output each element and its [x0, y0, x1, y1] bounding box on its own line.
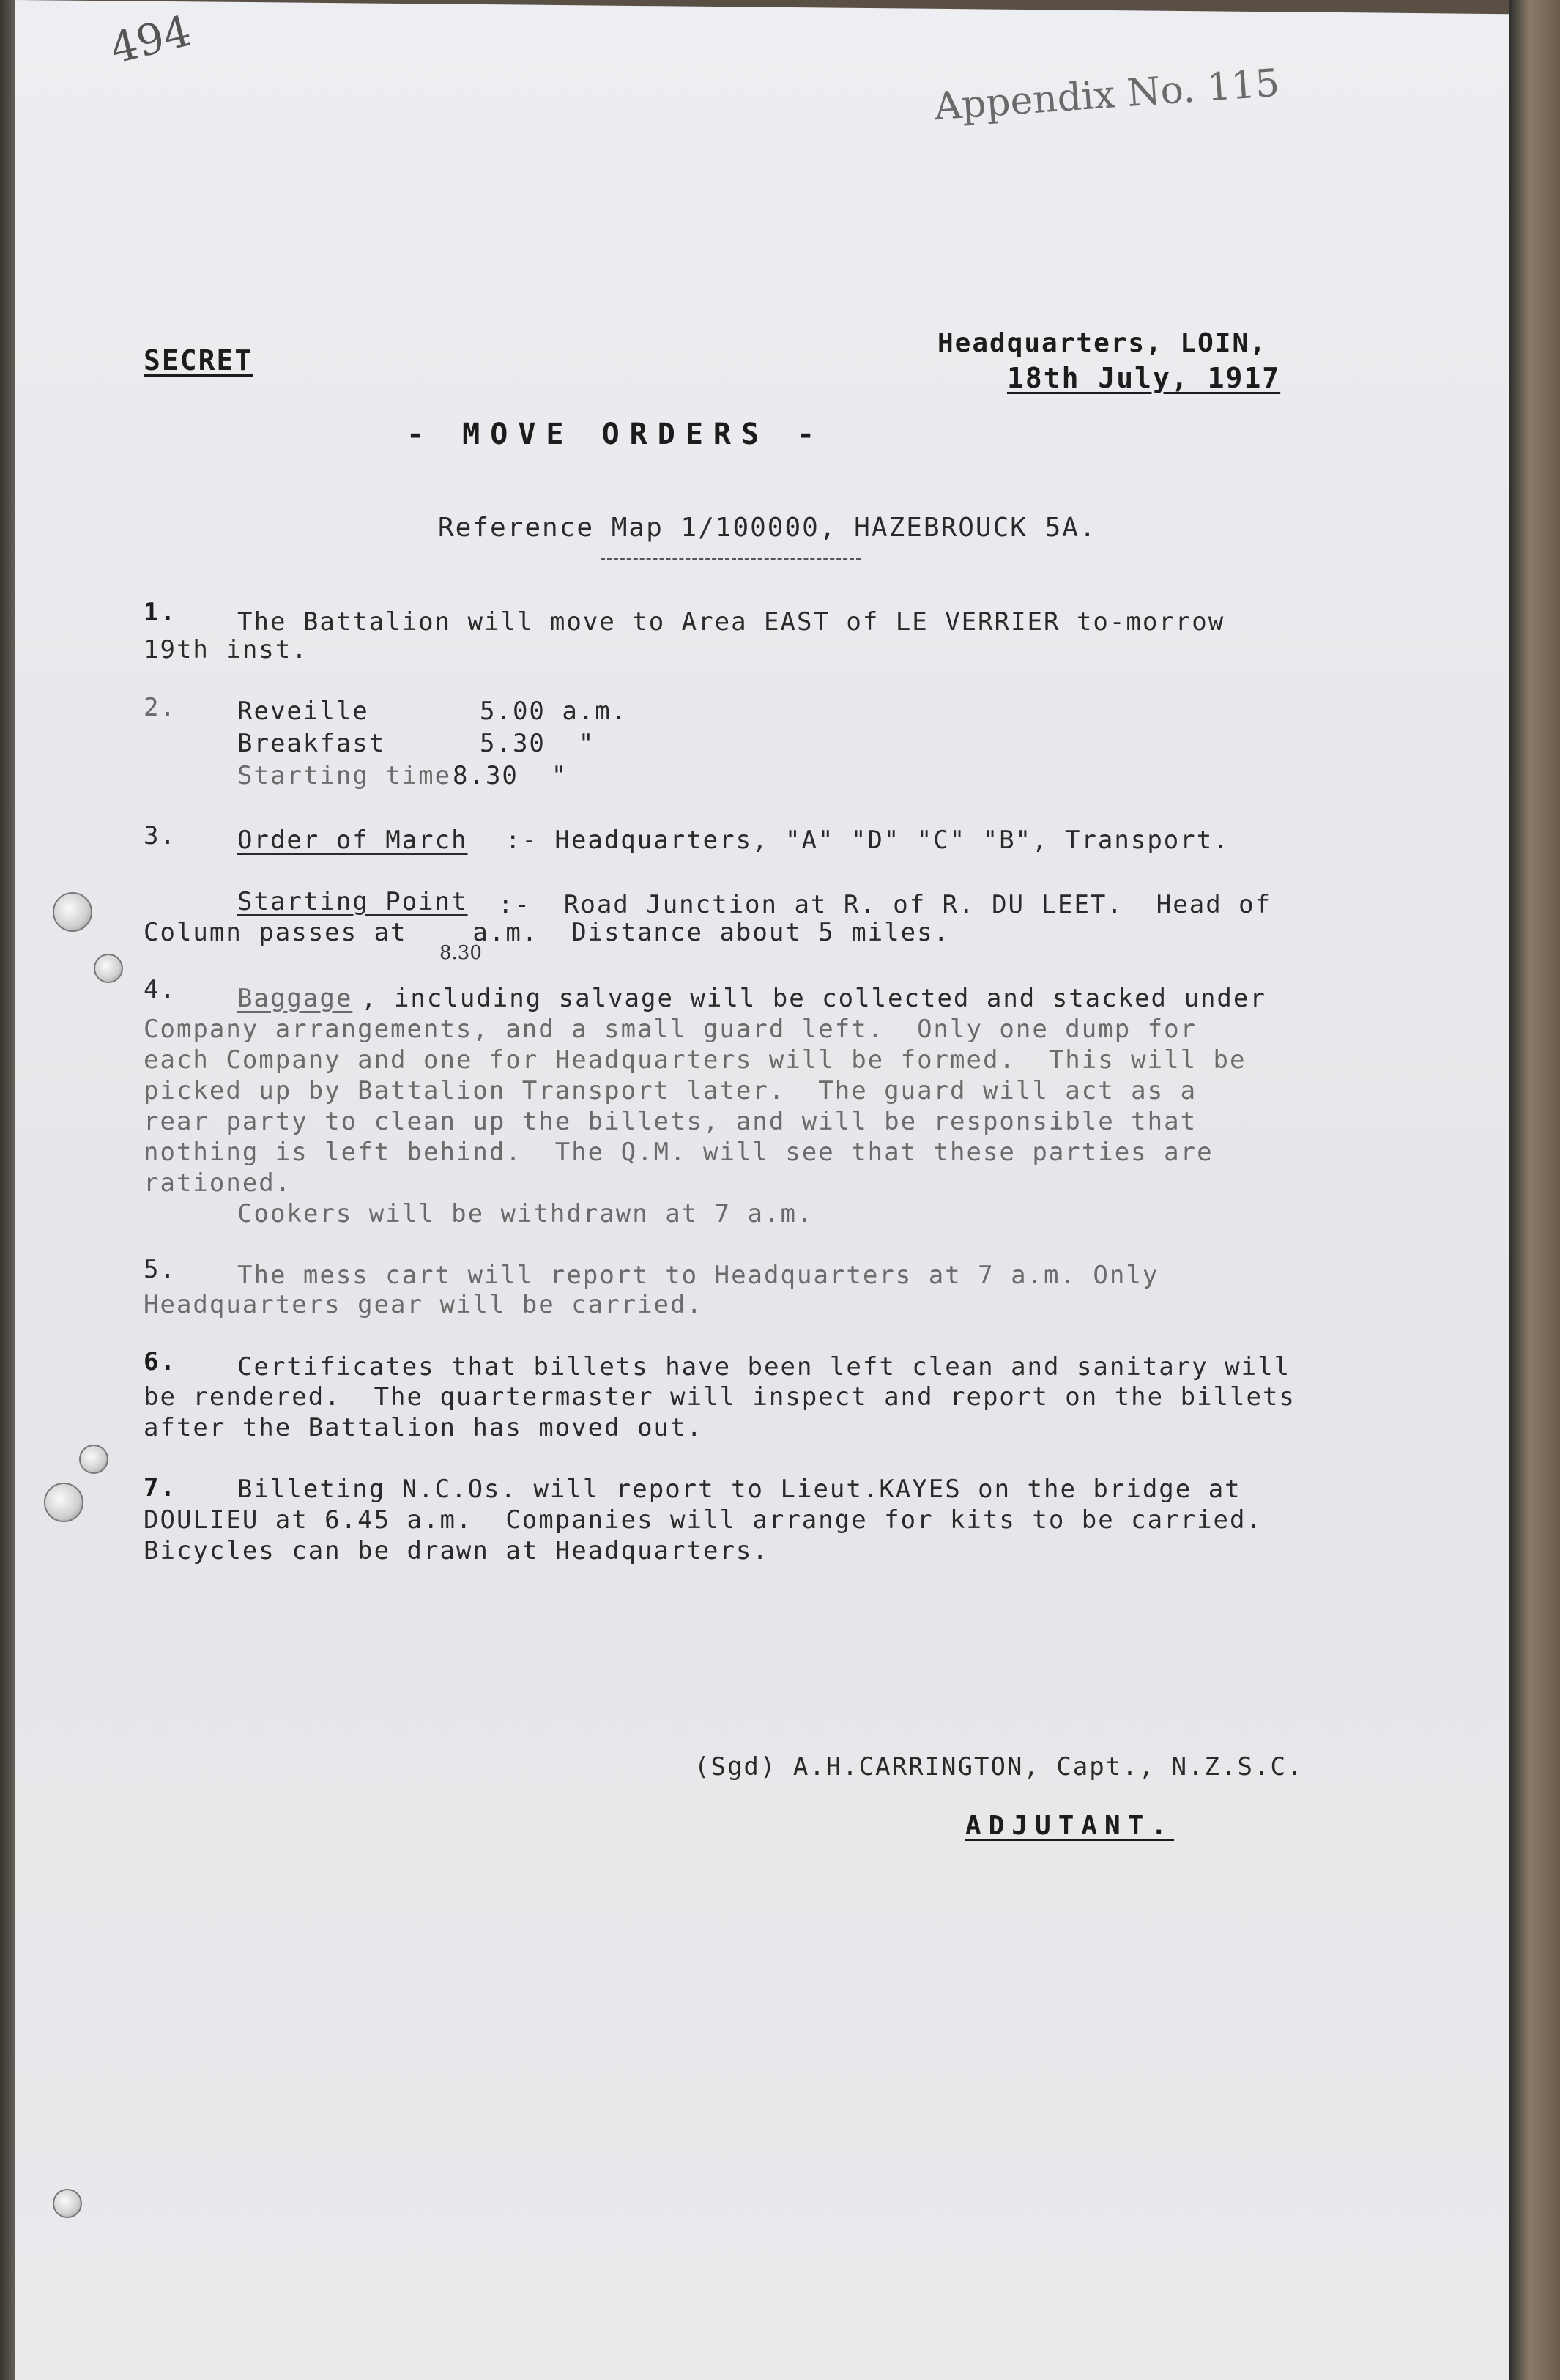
- scan-edge-right: [1509, 0, 1560, 2380]
- reference-rule: [601, 558, 861, 560]
- breakfast-time: 5.30 ": [480, 729, 595, 758]
- para-2-number: 2.: [144, 693, 177, 722]
- para-4-line-7: rationed.: [144, 1168, 292, 1198]
- handwritten-page-number: 494: [105, 5, 196, 74]
- para-5-line-2: Headquarters gear will be carried.: [144, 1290, 703, 1319]
- punch-hole: [53, 892, 92, 932]
- para-6-line-3: after the Battalion has moved out.: [144, 1413, 703, 1442]
- para-7-line-2: DOULIEU at 6.45 a.m. Companies will arrange for kits to be carried.: [144, 1505, 1263, 1535]
- para-5-number: 5.: [144, 1255, 177, 1284]
- para-1-line-1: The Battalion will move to Area EAST of LE VERRIER to-morrow: [237, 607, 1225, 637]
- reveille-label: Reveille: [237, 697, 369, 726]
- starting-time-value: 8.30 ": [453, 761, 568, 790]
- para-5-line-1: The mess cart will report to Headquarters at 7 a.m. Only: [237, 1261, 1159, 1290]
- order-of-march-text: :- Headquarters, "A" "D" "C" "B", Transport.: [505, 826, 1230, 855]
- document-title: - MOVE ORDERS -: [406, 418, 825, 451]
- starting-point-label: Starting Point: [237, 887, 468, 916]
- para-3-number: 3.: [144, 821, 177, 850]
- handwritten-time-correction: 8.30: [439, 942, 482, 964]
- breakfast-label: Breakfast: [237, 729, 386, 758]
- para-4-line-6: nothing is left behind. The Q.M. will see that these parties are: [144, 1138, 1214, 1167]
- para-7-line-1: Billeting N.C.Os. will report to Lieut.KAYES on the bridge at: [237, 1475, 1241, 1504]
- para-1-line-2: 19th inst.: [144, 635, 308, 664]
- para-6-line-2: be rendered. The quartermaster will inspect and report on the billets: [144, 1382, 1296, 1412]
- para-4-line-2: Company arrangements, and a small guard left. Only one dump for: [144, 1015, 1197, 1044]
- para-4-line-1: , including salvage will be collected and stacked under: [361, 984, 1266, 1013]
- reveille-time: 5.00 a.m.: [480, 697, 628, 726]
- para-1-number: 1.: [144, 598, 177, 627]
- header-location: Headquarters, LOIN,: [937, 328, 1267, 358]
- classification-label: SECRET: [144, 344, 253, 377]
- signature-title: ADJUTANT.: [965, 1811, 1175, 1841]
- starting-time-label: Starting time: [237, 761, 452, 790]
- starting-point-line-2: Column passes at a.m. Distance about 5 miles.: [144, 918, 951, 947]
- punch-hole: [53, 2189, 82, 2218]
- para-7-number: 7.: [144, 1473, 177, 1502]
- para-7-line-3: Bicycles can be drawn at Headquarters.: [144, 1536, 769, 1565]
- order-of-march-label: Order of March: [237, 826, 468, 855]
- para-4-line-4: picked up by Battalion Transport later. The guard will act as a: [144, 1076, 1197, 1105]
- para-4-line-3: each Company and one for Headquarters will be formed. This will be: [144, 1045, 1247, 1075]
- baggage-label: Baggage: [237, 984, 353, 1013]
- signature-line: (Sgd) A.H.CARRINGTON, Capt., N.Z.S.C.: [694, 1752, 1304, 1782]
- para-4-number: 4.: [144, 975, 177, 1004]
- map-reference: Reference Map 1/100000, HAZEBROUCK 5A.: [438, 513, 1097, 543]
- para-6-number: 6.: [144, 1347, 177, 1376]
- punch-hole: [79, 1445, 108, 1474]
- para-4-line-5: rear party to clean up the billets, and will be responsible that: [144, 1107, 1197, 1136]
- handwritten-appendix-note: Appendix No. 115: [932, 61, 1281, 130]
- punch-hole: [44, 1483, 83, 1522]
- header-date: 18th July, 1917: [1007, 362, 1281, 394]
- punch-hole: [94, 954, 123, 983]
- starting-point-text: :- Road Junction at R. of R. DU LEET. Head of: [498, 890, 1272, 919]
- para-6-line-1: Certificates that billets have been left clean and sanitary will: [237, 1352, 1291, 1382]
- para-4-line-8: Cookers will be withdrawn at 7 a.m.: [237, 1199, 814, 1228]
